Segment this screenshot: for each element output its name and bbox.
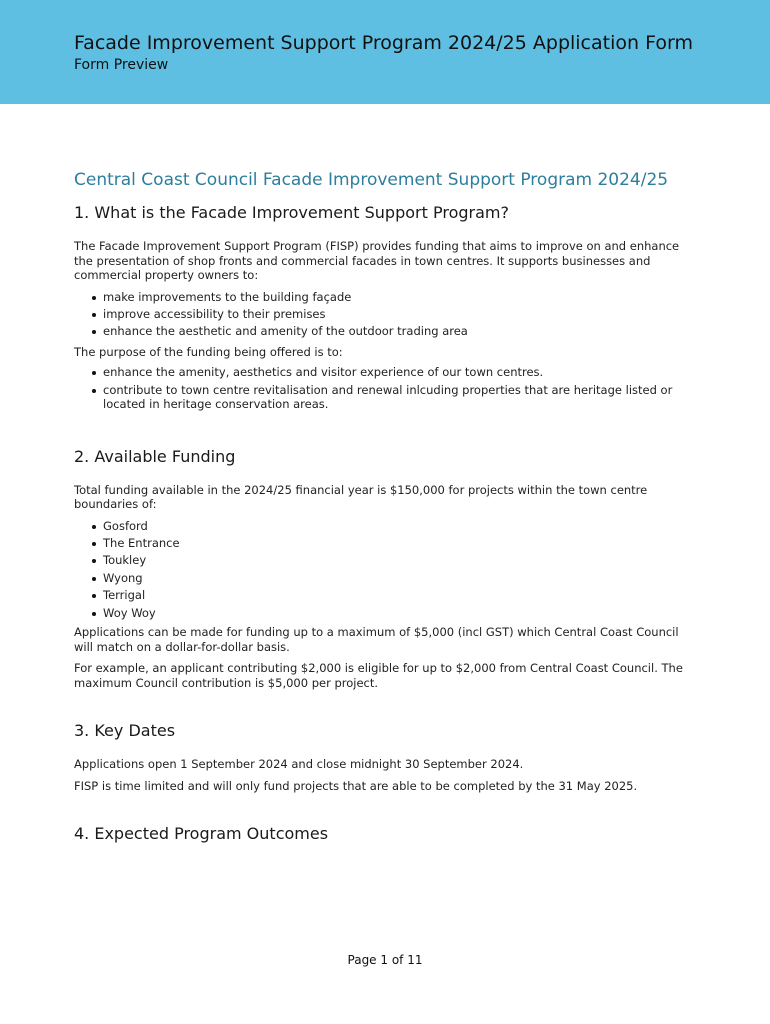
section-paragraph: Applications open 1 September 2024 and close midnight 30 September 2024. <box>74 757 524 772</box>
section-paragraph: The Facade Improvement Support Program (FISP) provides funding that aims to improve on and enhance the presentation of shop fronts and commercial facades in town centres. It supports businesses and commercial property owners to: <box>74 239 680 282</box>
section-heading: 2. Available Funding <box>74 446 236 466</box>
list-item: Terrigal <box>92 588 684 603</box>
section-heading: 1. What is the Facade Improvement Support Program? <box>74 203 509 222</box>
section-heading: 3. Key Dates <box>74 721 176 741</box>
section-paragraph: The purpose of the funding being offered is to: <box>74 344 343 359</box>
section-expected-outcomes <box>74 823 684 845</box>
form-title: Facade Improvement Support Program 2024/25 Application Form <box>74 32 693 54</box>
section-available-funding <box>74 446 684 690</box>
bullet-list <box>74 290 684 339</box>
list-item: make improvements to the building façade <box>92 290 684 305</box>
list-item: The Entrance <box>92 536 684 551</box>
section-paragraph: FISP is time limited and will only fund projects that are able to be completed by the 31 May 2025. <box>74 778 638 793</box>
list-item: enhance the amenity, aesthetics and visitor experience of our town centres. <box>92 365 684 380</box>
list-item: Wyong <box>92 571 684 586</box>
list-item: Toukley <box>92 553 684 568</box>
program-title: Central Coast Council Facade Improvement Support Program 2024/25 <box>74 170 669 190</box>
bullet-list <box>74 365 684 411</box>
form-content <box>74 170 684 845</box>
list-item: Woy Woy <box>92 606 684 621</box>
list-item: enhance the aesthetic and amenity of the outdoor trading area <box>92 324 684 339</box>
list-item: Gosford <box>92 519 684 534</box>
page-number: Page 1 of 11 <box>347 953 423 967</box>
section-heading: 4. Expected Program Outcomes <box>74 824 329 844</box>
header-banner <box>0 0 770 104</box>
section-key-dates <box>74 720 684 793</box>
section-paragraph: Total funding available in the 2024/25 financial year is $150,000 for projects within the town centre boundaries of: <box>74 482 648 512</box>
section-paragraph: For example, an applicant contributing $2,000 is eligible for up to $2,000 from Central Coast Council. The maximum Council contribution is $5,000 per project. <box>74 661 683 690</box>
form-subtitle: Form Preview <box>74 57 169 73</box>
section-paragraph: Applications can be made for funding up to a maximum of $5,000 (incl GST) which Central Coast Council will match on a dollar-for-dollar basis. <box>74 625 679 654</box>
section-what-is-fisp <box>74 202 684 412</box>
list-item: improve accessibility to their premises <box>92 307 684 322</box>
list-item: contribute to town centre revitalisation and renewal inlcuding properties that are heritage listed or located in heritage conservation areas. <box>92 383 684 412</box>
town-list <box>74 519 684 620</box>
